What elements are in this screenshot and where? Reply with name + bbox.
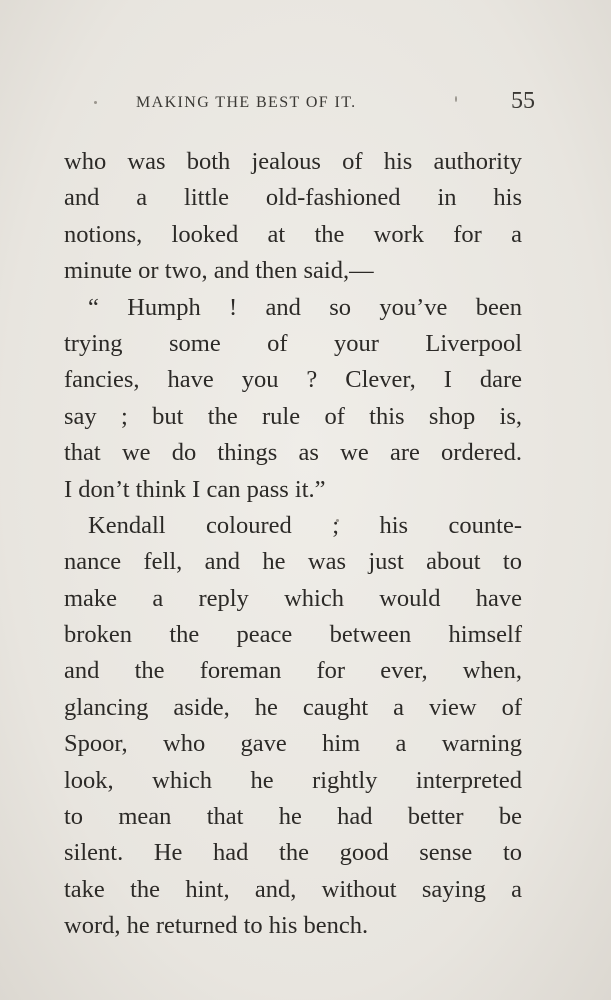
text-line: fancies, have you ? Clever, I dare [64,366,522,394]
text-line: trying some of your Liverpool [64,329,522,357]
text-line: look, which he rightly interpreted [64,766,522,794]
text-line: “ Humph ! and so you’ve been [88,293,522,321]
text-line: say ; but the rule of this shop is, [64,402,522,430]
text-line: who was both jealous of his authority [64,148,522,175]
text-line: glancing aside, he caught a view of [64,693,522,721]
text-line: take the hint, and, without saying a [64,875,522,903]
text-line: I don’t think I can pass it.” [64,475,326,503]
text-line: to mean that he had better be [64,803,522,831]
text-line: Kendall coloured ; his counte- [88,511,522,539]
page-number: 55 [511,88,535,114]
text-line: minute or two, and then said,— [64,257,374,285]
running-head [60,88,535,118]
text-line: broken the peace between himself [64,621,522,649]
text-line: notions, looked at the work for a [64,220,522,248]
text-line: that we do things as we are ordered. [64,439,522,467]
text-line: and the foreman for ever, when, [64,657,522,685]
text-line: word, he returned to his bench. [64,912,369,940]
text-line: make a reply which would have [64,584,522,612]
body-text [64,144,522,945]
text-line: silent. He had the good sense to [64,839,522,867]
running-title: MAKING THE BEST OF IT. [136,94,357,111]
text-line: and a little old-fashioned in his [64,184,522,212]
text-line: Spoor, who gave him a warning [64,730,522,758]
text-line: nance fell, and he was just about to [64,548,522,576]
